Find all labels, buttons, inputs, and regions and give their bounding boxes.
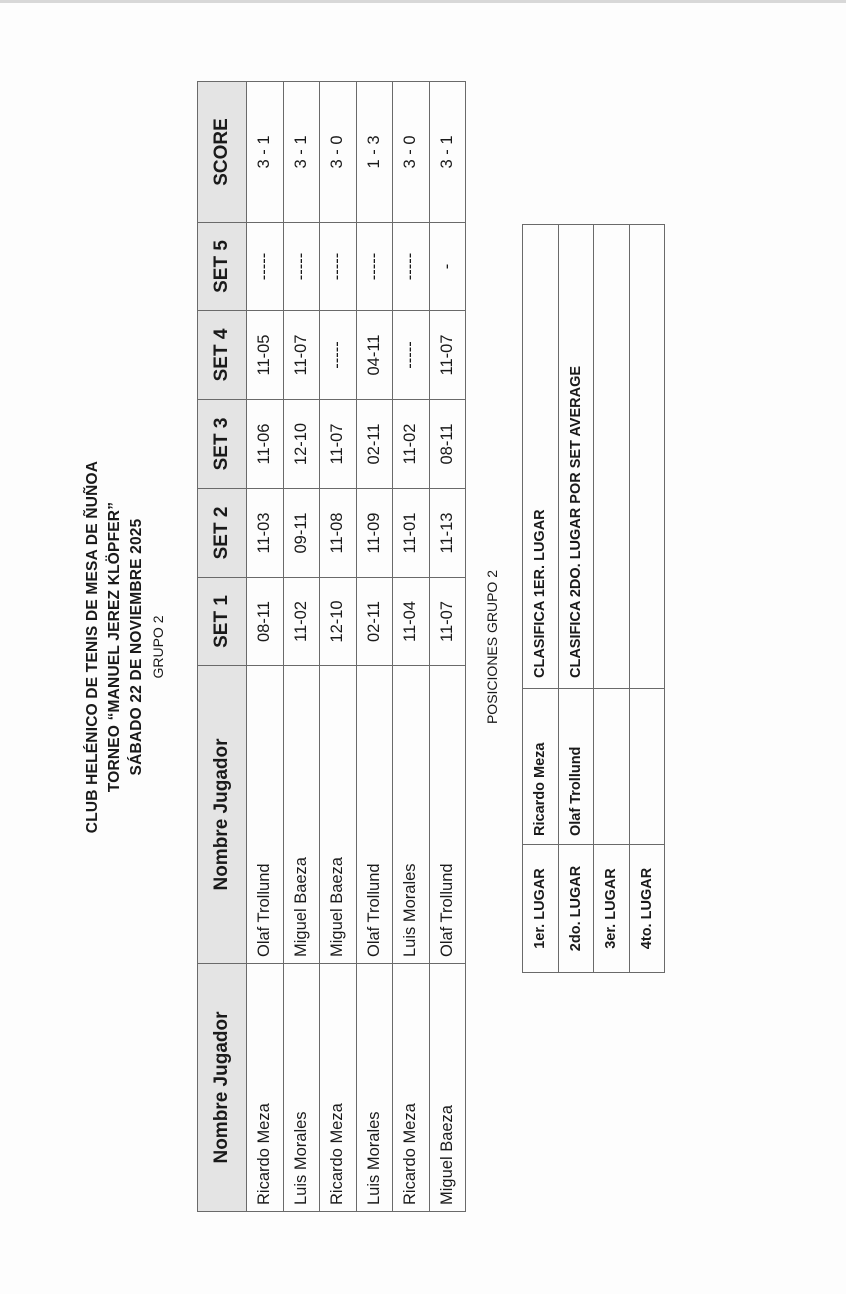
group-label: GRUPO 2 [150, 615, 166, 679]
set-1-cell: 02-11 [356, 578, 393, 666]
set-4-cell: ----- [393, 311, 430, 400]
place-note: CLASIFICA 1ER. LUGAR [523, 225, 559, 689]
position-row [594, 225, 630, 973]
score-cell: 3 - 1 [283, 82, 320, 223]
results-table [197, 81, 466, 1212]
table-row [320, 82, 357, 1212]
positions-title: POSICIONES GRUPO 2 [484, 569, 500, 725]
place-label: 4to. LUGAR [629, 845, 665, 973]
set-2-cell: 11-01 [393, 489, 430, 578]
player-1-cell: Luis Morales [283, 964, 320, 1212]
col-header-player-2: Nombre Jugador [198, 666, 247, 964]
set-3-cell: 11-07 [320, 400, 357, 489]
set-2-cell: 09-11 [283, 489, 320, 578]
score-cell: 3 - 0 [393, 82, 430, 223]
col-header-set-4: SET 4 [198, 311, 247, 400]
set-5-cell: ----- [247, 223, 284, 311]
set-3-cell: 11-06 [247, 400, 284, 489]
position-row [523, 225, 559, 973]
set-3-cell: 08-11 [429, 400, 466, 489]
player-2-cell: Olaf Trollund [429, 666, 466, 964]
set-3-cell: 12-10 [283, 400, 320, 489]
set-2-cell: 11-13 [429, 489, 466, 578]
place-label: 2do. LUGAR [558, 845, 594, 973]
table-row [283, 82, 320, 1212]
tournament-title: TORNEO “MANUEL JEREZ KLÖPFER” [106, 501, 123, 793]
set-3-cell: 11-02 [393, 400, 430, 489]
col-header-set-2: SET 2 [198, 489, 247, 578]
player-1-cell: Ricardo Meza [320, 964, 357, 1212]
player-1-cell: Ricardo Meza [393, 964, 430, 1212]
col-header-set-3: SET 3 [198, 400, 247, 489]
table-row [429, 82, 466, 1212]
set-4-cell: 11-07 [429, 311, 466, 400]
place-note: CLASIFICA 2DO. LUGAR POR SET AVERAGE [558, 225, 594, 689]
position-row [558, 225, 594, 973]
player-1-cell: Luis Morales [356, 964, 393, 1212]
set-4-cell: 04-11 [356, 311, 393, 400]
score-cell: 1 - 3 [356, 82, 393, 223]
place-note [594, 225, 630, 689]
set-4-cell: 11-05 [247, 311, 284, 400]
set-1-cell: 11-04 [393, 578, 430, 666]
results-header-row [198, 82, 247, 1212]
player-1-cell: Miguel Baeza [429, 964, 466, 1212]
table-row [356, 82, 393, 1212]
place-player [594, 689, 630, 845]
place-label: 1er. LUGAR [523, 845, 559, 973]
player-2-cell: Olaf Trollund [247, 666, 284, 964]
set-3-cell: 02-11 [356, 400, 393, 489]
set-5-cell: - [429, 223, 466, 311]
col-header-set-5: SET 5 [198, 223, 247, 311]
set-5-cell: ----- [320, 223, 357, 311]
col-header-set-1: SET 1 [198, 578, 247, 666]
set-1-cell: 11-07 [429, 578, 466, 666]
set-1-cell: 08-11 [247, 578, 284, 666]
set-1-cell: 12-10 [320, 578, 357, 666]
club-title: CLUB HELÉNICO DE TENIS DE MESA DE ÑUÑOA [84, 460, 101, 834]
score-cell: 3 - 1 [247, 82, 284, 223]
set-2-cell: 11-09 [356, 489, 393, 578]
place-note [629, 225, 665, 689]
set-2-cell: 11-08 [320, 489, 357, 578]
col-header-player-1: Nombre Jugador [198, 964, 247, 1212]
score-cell: 3 - 1 [429, 82, 466, 223]
positions-table [522, 224, 665, 973]
player-2-cell: Miguel Baeza [283, 666, 320, 964]
place-label: 3er. LUGAR [594, 845, 630, 973]
table-row [247, 82, 284, 1212]
place-player: Ricardo Meza [523, 689, 559, 845]
set-4-cell: 11-07 [283, 311, 320, 400]
col-header-score: SCORE [198, 82, 247, 223]
place-player: Olaf Trollund [558, 689, 594, 845]
table-row [393, 82, 430, 1212]
player-1-cell: Ricardo Meza [247, 964, 284, 1212]
set-5-cell: ----- [393, 223, 430, 311]
set-1-cell: 11-02 [283, 578, 320, 666]
place-player [629, 689, 665, 845]
player-2-cell: Olaf Trollund [356, 666, 393, 964]
set-4-cell: ----- [320, 311, 357, 400]
player-2-cell: Miguel Baeza [320, 666, 357, 964]
position-row [629, 225, 665, 973]
set-5-cell: ----- [356, 223, 393, 311]
set-5-cell: ----- [283, 223, 320, 311]
set-2-cell: 11-03 [247, 489, 284, 578]
event-date: SÁBADO 22 DE NOVIEMBRE 2025 [128, 518, 145, 776]
score-cell: 3 - 0 [320, 82, 357, 223]
player-2-cell: Luis Morales [393, 666, 430, 964]
